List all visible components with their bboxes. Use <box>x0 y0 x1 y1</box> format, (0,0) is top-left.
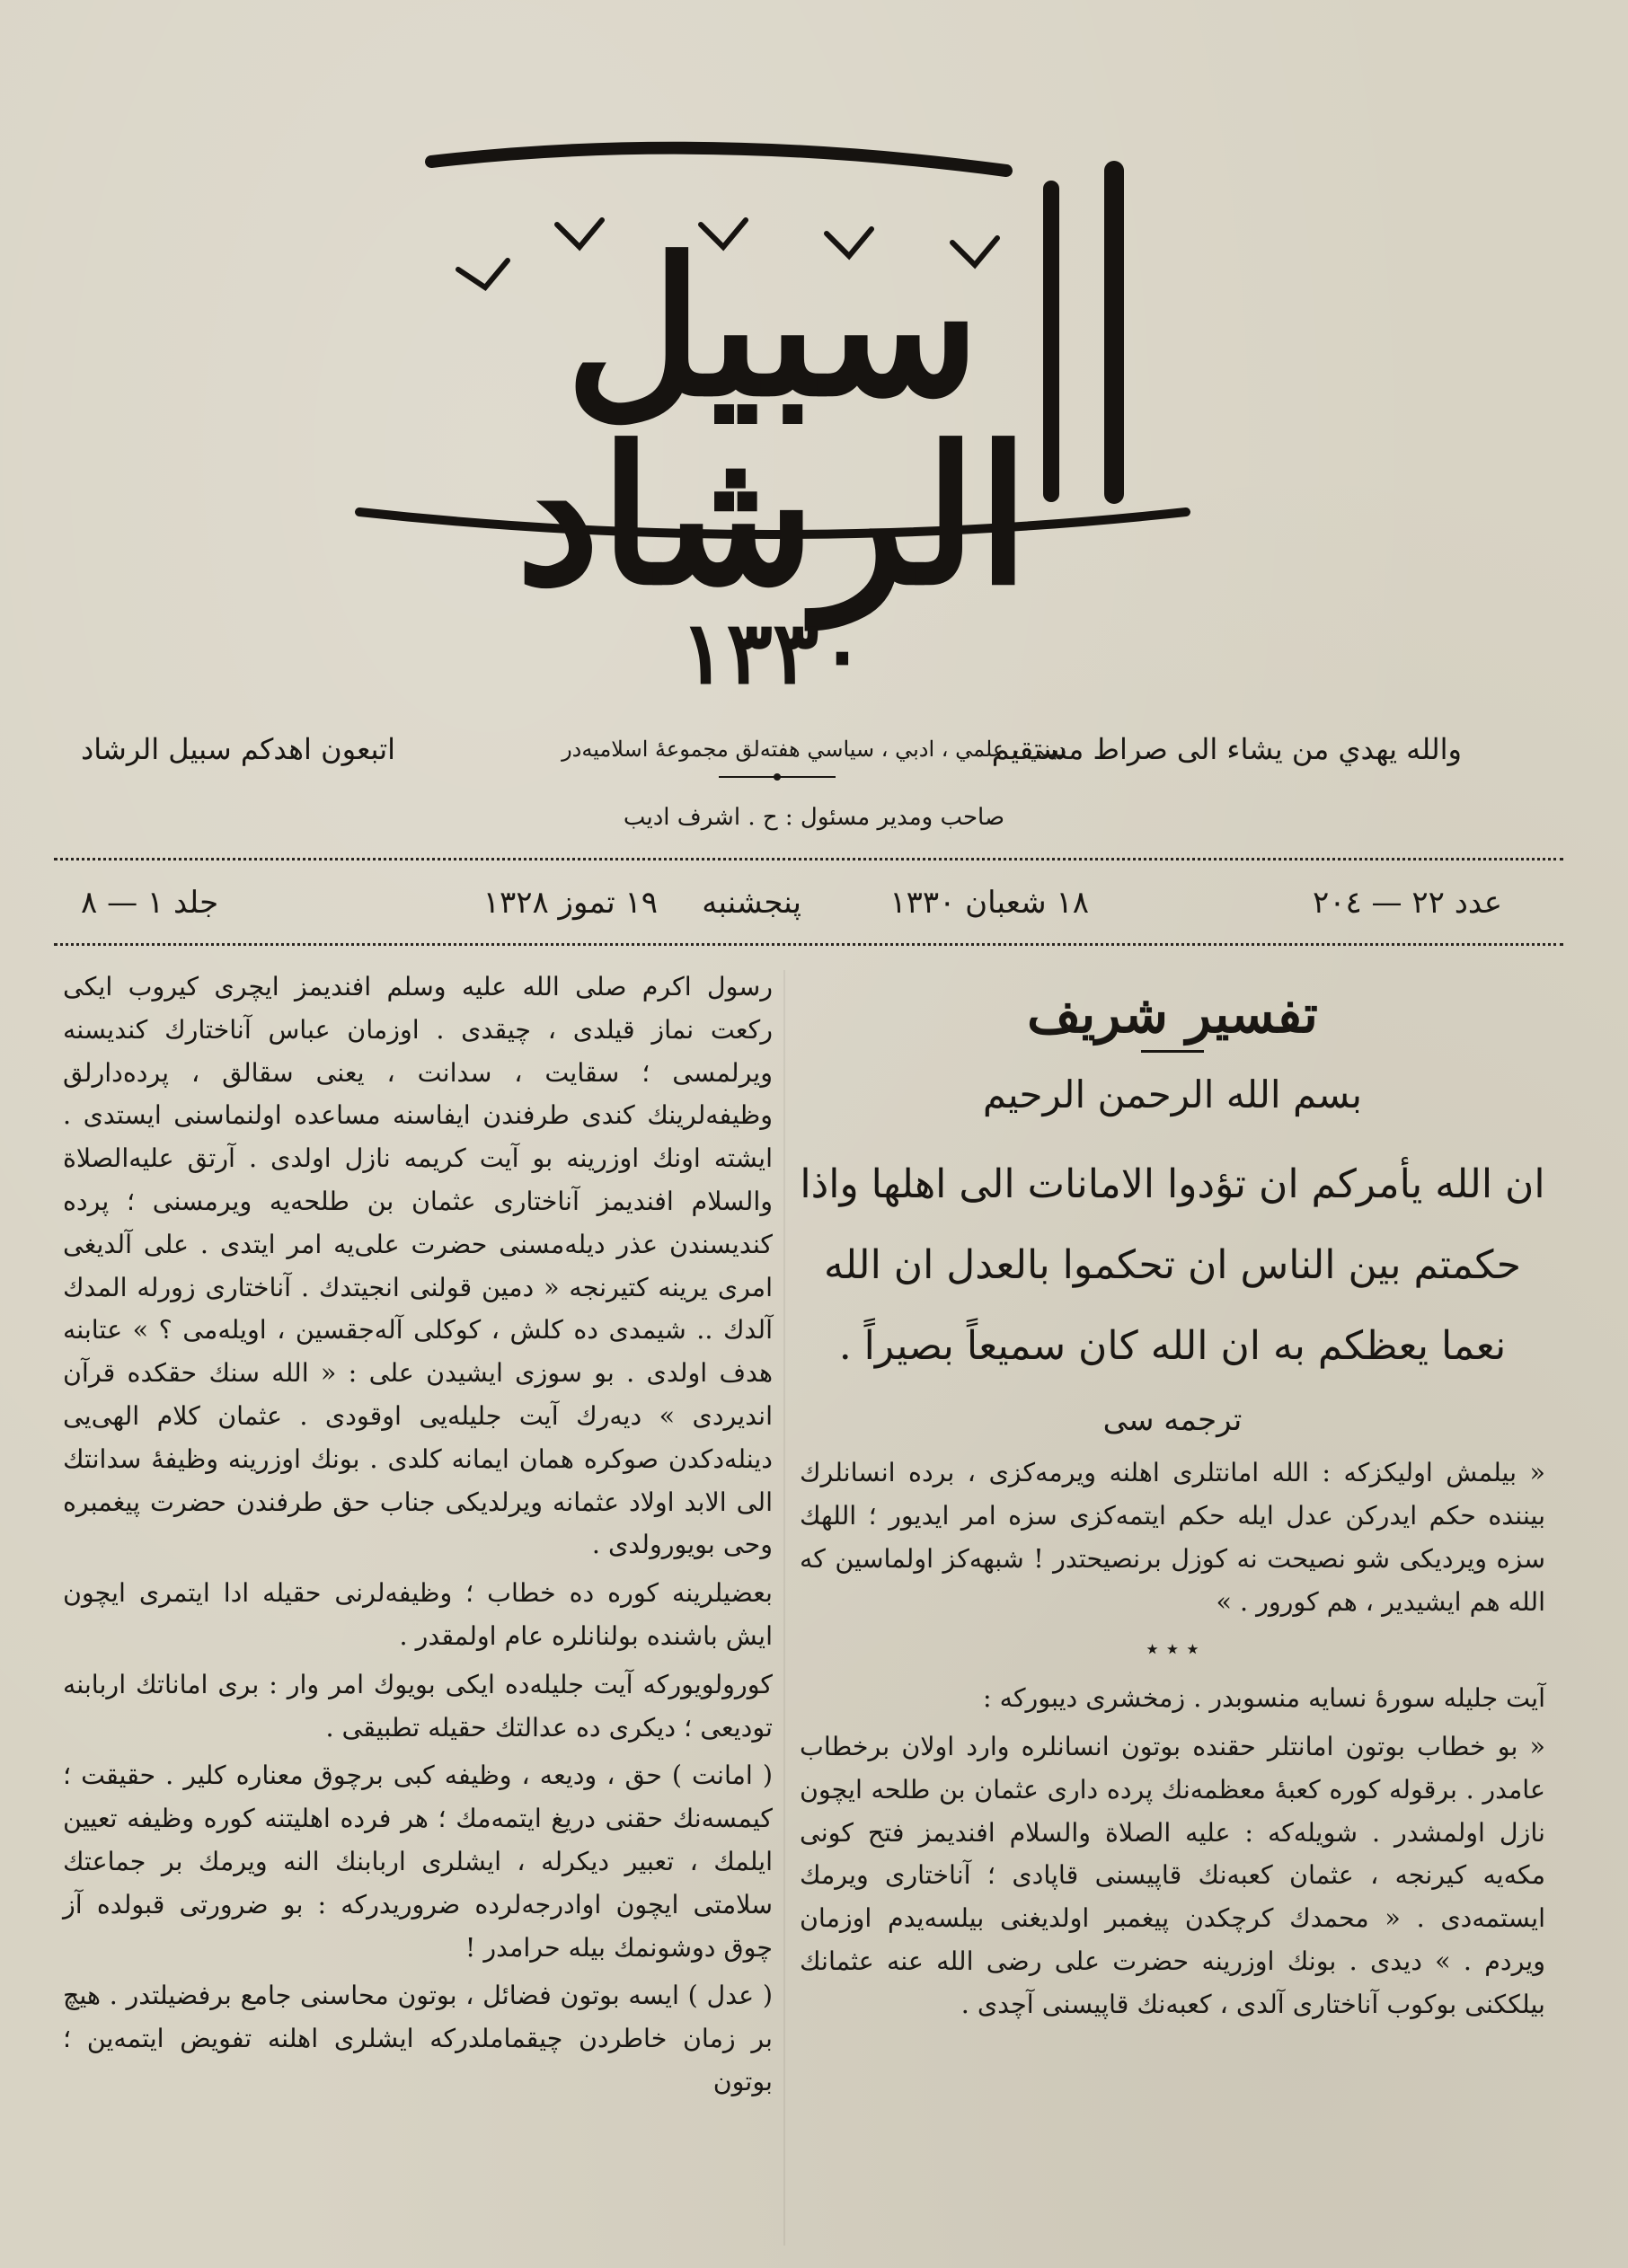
title-underline <box>1141 1050 1204 1053</box>
left-column <box>63 966 773 2109</box>
subtitle: ديني ، علمي ، ادبي ، سياسي هفته‌لق مجموعهٔ اسلاميه‌در <box>562 737 1066 762</box>
translation-label: ترجمه سى <box>1102 1402 1243 1439</box>
commentary-paragraph-1: آيت جليله سورهٔ نسايه منسوبدر . زمخشرى ديبوركه : <box>983 1683 1545 1714</box>
dotted-rule-bottom <box>54 943 1563 946</box>
section-title: تفسير شريف <box>1027 984 1318 1045</box>
column-divider <box>783 970 785 2246</box>
volume-number: جلد ١ — ٨ <box>81 885 219 921</box>
motto-left: اتبعون اهدكم سبيل الرشاد <box>81 732 395 766</box>
translation-text: « بيلمش اوليكزكه : الله امانتلرى اهلنه ويرمه‌كزى ، برده انسانلرك بيننده حكم ايدركن عدل ايله حكم ايتمه‌كزى سزه امر ايديور ؛ اللهك سزه ويرديكى شو نصيحت نه كوزل برنصيحتدر ! شبهه‌كز اولماسين كه الله هم ايشيدير ، هم كورور . » <box>800 1458 1545 1617</box>
dotted-rule-top <box>54 858 1563 860</box>
rumi-date: ١٩ تموز ١٣٢٨ <box>482 885 658 921</box>
left-paragraph-5: ( عدل ) ايسه بوتون فضائل ، بوتون محاسنى جامع برفضيلتدر . هيچ بر زمان خاطردن چيقماملدركه ايشلرى اهلنه تفويض ايتمه‌ين ؛ بوتون <box>63 1981 773 2096</box>
right-column <box>800 975 1545 2032</box>
quran-verse: ان الله يأمركم ان تؤدوا الامانات الى اهلها واذا حكمتم بين الناس ان تحكموا بالعدل ان الله نعما يعظكم به ان الله كان سميعاً بصيراً . <box>800 1161 1545 1370</box>
section-stars: ٭ ٭ ٭ <box>1146 1636 1199 1663</box>
basmala: بسم الله الرحمن الرحيم <box>982 1072 1363 1116</box>
weekday: پنجشنبه <box>702 885 801 921</box>
left-paragraph-1: رسول اكرم صلى الله عليه وسلم افنديمز ايچرى كيروب ايكى ركعت نماز قيلدى ، چيقدى . اوزمان عباس آناختارك كنديسنه ويرلمسى ؛ سقايت ، سدانت ، يعنى سقالق ، پرده‌دارلق وظيفه‌لرينك كندى طرفندن ايفاسنه مساعده اولنماسنى ايستدى . ايشته اونك اوزرينه بو آيت كريمه نازل اولدى . آرتق عليه‌الصلاة والسلام افنديمز آناختارى عثمان بن طلحه‌يه ويرمسنى ؛ پرده كنديسندن عذر ديله‌مسنى حضرت على‌يه امر ايتدى . على آلدیغی امرى يرينه كتيرنجه « دمين قولنى انجيتدك . آناختارى زورله المدك آلدك .. شيمدى ده كلش ، كوكلى آله‌جقسين ، اويله‌مى ؟ » عتابنه هدف اولدى . بو سوزى ايشيدن على : « الله سنك حقكده قرآن انديردى » ديه‌رك آيت جليله‌يى اوقودى . عثمان كلام الهى‌يى دينله‌دكدن صوكره همان ايمانه كلدى . بونك اوزرينه وظيفهٔ سدانتك الى الابد اولاد عثمانه ويرلديكى جناب حق طرفندن حضرت پيغمبره وحى بويورولدى . <box>63 972 773 1560</box>
masthead <box>323 135 1222 703</box>
publisher-line: صاحب ومدير مسئول : ح . اشرف اديب <box>623 804 1005 831</box>
motto-right: والله يهدي من يشاء الى صراط مستقيم <box>991 732 1462 766</box>
left-paragraph-2: بعضيلرينه كوره ده خطاب ؛ وظيفه‌لرنى حقيله ادا ايتمرى ايچون ايش باشنده بولنانلره عام اولمقدر . <box>63 1578 773 1651</box>
masthead-year: ١٣٣٠ <box>679 602 866 703</box>
commentary-paragraph-2: « بو خطاب بوتون امانتلر حقنده بوتون انسانلره وارد اولان برخطاب عامدر . برقوله كوره كعبهٔ معظمه‌نك پرده دارى عثمان بن طلحه ايچون نازل اولمشدر . شويله‌كه : عليه الصلاة والسلام افنديمز فتح كونى مكه‌يه كيرنجه ، عثمان كعبه‌نك قاپيسنى قاپادى ؛ آناختارى ويرمك ايستمه‌دى . « محمدك كرچكدن پيغمبر اولديغنى بيلسه‌يدم اوزمان ويردم . » ديدى . بونك اوزرينه حضرت على رضى الله عنه عثمانك بيلككنى بوكوب آناختارى آلدى ، كعبه‌نك قاپيسنى آچدى . <box>800 1731 1545 2019</box>
left-paragraph-4: ( امانت ) حق ، وديعه ، وظيفه كبى برچوق معناره كلير . حقيقت ؛ كيمسه‌نك حقنى دريغ ايتمه‌مك ؛ هر فرده اهليتنه كوره وظيفه تعيين ايلمك ، تعبير ديكرله ، ايشلرى اربابنك النه ويرمك بر جماعتك سلامتى ايچون اوادرجه‌لرده ضروريدركه : بو ضرورتى قبولده آز چوق دوشونمك بيله حرامدر ! <box>63 1761 773 1963</box>
masthead-title: سبيل الرشاد <box>516 216 1030 627</box>
left-paragraph-3: كورولويوركه آيت جليله‌ده ايكى بويوك امر وار : برى اماناتك اربابنه توديعى ؛ ديكرى ده عدالتك حقيله تطبيقى . <box>63 1669 773 1743</box>
ornament-divider <box>719 771 836 783</box>
issue-number: عدد ٢٢ — ٢٠٤ <box>1312 885 1502 921</box>
hijri-date: ١٨ شعبان ١٣٣٠ <box>889 885 1089 921</box>
